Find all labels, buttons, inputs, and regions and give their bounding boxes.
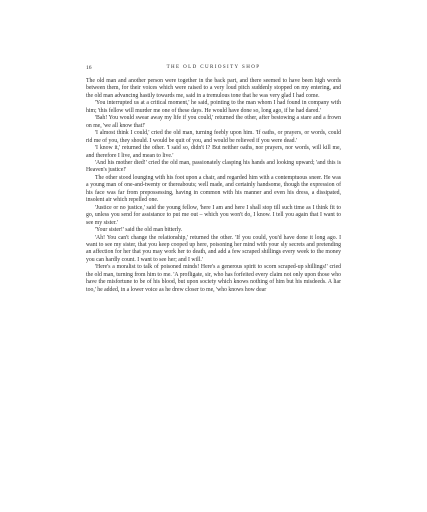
book-page xyxy=(86,62,341,294)
paragraph: 'Your sister!' said the old man bitterly. xyxy=(95,227,183,234)
body-text xyxy=(86,78,341,294)
running-head xyxy=(86,62,341,74)
paragraph: 'You interrupted us at a critical moment,' he said, pointing to the man whom I had found in company with him; 'this fellow will murder me one of these days. He would have done so, long ago, if he had dared.' xyxy=(86,100,341,114)
paragraph: 'Ah! You can't change the relationship,' returned the other. 'If you could, you'd have done it long ago. I want to see my sister, that you keep cooped up here, poisoning her mind with your sly secrets and pretending an affection for her that you may work her to death, and add a few scraped shillings every week to the money you can hardly count. I want to see her; and I will.' xyxy=(86,234,341,263)
paragraph: 'And his mother died!' cried the old man, passionately clasping his hands and looking upward; 'and this is Heaven's justice!' xyxy=(86,159,341,174)
paragraph: 'Bah! You would swear away my life if you could,' returned the other, after bestowing a stare and a frown on me, 'we all know that!' xyxy=(86,115,341,129)
page-number: 16 xyxy=(86,65,92,71)
paragraph: The other stood lounging with his foot upon a chair, and regarded him with a contemptuous sneer. He was a young man of one-and-twenty or thereabouts; well made, and certainly handsome, though the expression of his face was far from prepossessing, having in common with his manner and even his dress, a dissipated, insolent air which repelled one. xyxy=(86,174,341,204)
paragraph: 'Justice or no justice,' said the young fellow, 'here I am and here I shall stop till such time as I think fit to go, unless you send for assistance to put me out – which you won't do, I know. I tell you again that I want to see my sister.' xyxy=(86,204,341,226)
paragraph: The old man and another person were together in the back part, and there seemed to have been high words between them, for their voices which were raised to a very loud pitch suddenly stopped on my entering, and the old man advancing hastily towards me, said in a tremulous tone that he was very glad I had come. xyxy=(86,78,341,99)
paragraph: 'I know it,' returned the other. 'I said so, didn't I? But neither oaths, nor prayers, nor words, will kill me, and therefore I live, and mean to live.' xyxy=(86,145,341,159)
book-title: THE OLD CURIOSITY SHOP xyxy=(166,65,261,70)
paragraph: 'I almost think I could,' cried the old man, turning feebly upon him. 'If oaths, or prayers, or words, could rid me of you, they should. I would be quit of you, and would be relieved if you were dead.' xyxy=(86,130,341,144)
paragraph: 'Here's a moralist to talk of poisoned minds! Here's a generous spirit to scorn scraped-up shillings!' cried the old man, turning from him to me. 'A profligate, sir, who has forfeited every claim not only upon those who have the misfortune to be of his blood, but upon society which knows nothing of him but his misdeeds. A liar too,' he added, in a lower voice as he drew closer to me, 'who knows how dear xyxy=(86,264,341,293)
